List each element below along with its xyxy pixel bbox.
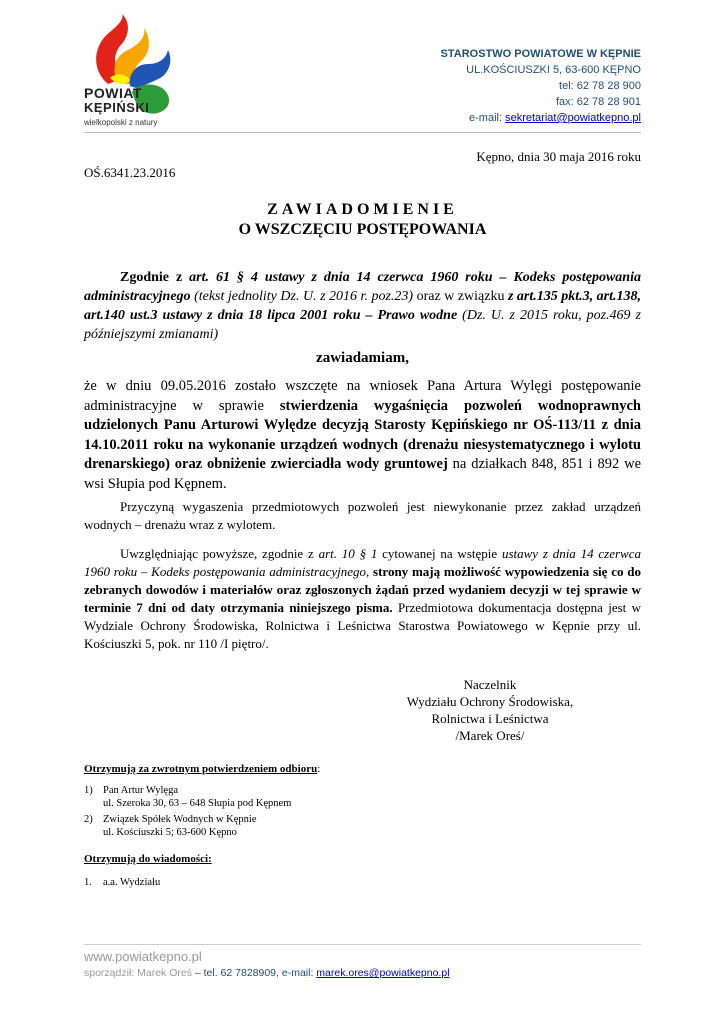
recipient-address: ul. Kościuszki 5; 63-600 Kępno (103, 827, 237, 838)
list-item-number: 2) (84, 814, 93, 825)
reference-number: OŚ.6341.23.2016 (84, 165, 176, 180)
p2-c: na działkach 848, 851 i 892 we wsi Słupia pod Kępnem. (84, 456, 641, 492)
logo-tagline: wielkopolski z natury (84, 118, 158, 127)
footer-prepared-by: sporządził: Marek Oreś (84, 967, 192, 979)
p4-c: cytowanej na wstępie (377, 546, 502, 561)
institution-name: STAROSTWO POWIATOWE W KĘPNIE (440, 48, 641, 60)
paragraph-reason: Przyczyną wygaszenia przedmiotowych pozwoleń jest niewykonanie przez zakład urządzeń wodnych – drenażu wraz z wylotem. (84, 499, 641, 532)
list-item-text (103, 813, 257, 839)
footer-tel: – tel. 62 7828909, e-mail: (191, 967, 317, 979)
p1-a: Zgodnie z (120, 270, 190, 285)
p1-c: (tekst jednolity Dz. U. z 2016 r. poz.23) (190, 289, 414, 304)
logo-text-kepinski: KĘPIŃSKI (84, 100, 150, 115)
footer-divider (84, 944, 641, 945)
p1-b: art. 61 § 4 ustawy z dnia 14 czerwca 1960 roku – Kodeks postępowania administracyjnego (84, 270, 641, 304)
recipients-ack-heading (84, 762, 641, 776)
institution-address: UL.KOŚCIUSZKI 5, 63-600 KĘPNO (466, 64, 641, 76)
signature-block (390, 676, 590, 744)
letterhead (441, 46, 641, 126)
institution-tel: tel: 62 78 28 900 (559, 80, 641, 92)
title-line2: O WSZCZĘCIU POSTĘPOWANIA (238, 221, 487, 238)
recipients-ack-colon: : (317, 763, 321, 775)
signature-line3: Rolnictwa i Leśnictwa (431, 711, 549, 726)
powiat-kepinski-logo (80, 14, 192, 132)
recipient-address: ul. Szeroka 30, 63 – 648 Słupia pod Kępnem (103, 798, 292, 809)
p4-e: strony mają możliwość wypowiedzenia się co do zebranych dowodów i materiałów oraz zgłoszonych żądań przed wydaniem decyzji w tej sprawie w terminie 7 dni od daty otrzymania niniejszego pisma. (84, 564, 641, 615)
institution-email-link[interactable]: sekretariat@powiatkepno.pl (505, 112, 641, 124)
list-item-number: 1. (84, 877, 92, 888)
title-line1: ZAWIADOMIENIE (267, 201, 458, 218)
document-date: Kępno, dnia 30 maja 2016 roku (476, 149, 641, 164)
header-divider (84, 132, 641, 133)
p2-b: stwierdzenia wygaśnięcia pozwoleń wodnoprawnych udzielonych Panu Arturowi Wylędze decyzją Starosty Kępińskiego nr OŚ-113/11 z dnia 14.10.2011 roku na wykonanie urządzeń wodnych (drenażu niesystematycznego i wylotu drenarskiego) oraz obniżenie zwierciadła wody gruntowej (84, 397, 641, 472)
recipients-info-heading: Otrzymują do wiadomości: (84, 853, 212, 865)
p2-a: że w dniu 09.05.2016 zostało wszczęte na wniosek Pana Artura Wylęgi postępowanie administracyjne w sprawie (84, 378, 641, 414)
institution-fax: fax: 62 78 28 901 (555, 96, 641, 108)
paragraph-legal-basis (84, 268, 641, 344)
email-label: e-mail: (469, 112, 506, 124)
recipients-ack-heading-text: Otrzymują za zwrotnym potwierdzeniem odbioru (84, 763, 318, 775)
p4-d: ustawy z dnia 14 czerwca 1960 roku – Kodeks postępowania administracyjnego, (84, 546, 641, 579)
p4-f: Przedmiotowa dokumentacja dostępna jest w Wydziale Ochrony Środowiska, Rolnictwa i Leśnictwa Starostwa Powiatowego w Kępnie przy ul. Kościuszki 5, pok. nr 110 /I piętro/. (84, 600, 641, 651)
signature-line1: Naczelnik (463, 677, 517, 692)
recipient-name: Związek Spółek Wodnych w Kępnie (103, 814, 257, 825)
paragraph-notice (84, 377, 641, 494)
p1-d: oraz w związku (413, 289, 508, 304)
p1-f: (Dz. U. z 2015 roku, poz.469 z późniejszymi zmianami) (84, 308, 641, 342)
p1-e: z art.135 pkt.3, art.138, art.140 ust.3 ustawy z dnia 18 lipca 2001 roku – Prawo wodne (84, 289, 642, 323)
list-item-text (103, 784, 291, 810)
recipient-name: Pan Artur Wylęga (103, 785, 178, 796)
document-title (84, 200, 641, 240)
signature-line4: /Marek Oreś/ (455, 728, 525, 743)
signature-line2: Wydziału Ochrony Środowiska, (406, 694, 574, 709)
p4-b: art. 10 § 1 (318, 546, 378, 561)
paragraph-rights (84, 545, 641, 653)
footer-website: www.powiatkepno.pl (84, 949, 202, 964)
list-item-text: a.a. Wydziału (103, 877, 161, 888)
footer-contact (84, 967, 450, 979)
zawiadamiam-heading: zawiadamiam, (316, 350, 409, 366)
p4-a: Uwzględniając powyższe, zgodnie z (120, 546, 319, 561)
institution-email-line (441, 110, 641, 126)
logo-text-powiat: POWIAT (84, 85, 142, 101)
list-item-number: 1) (84, 785, 93, 796)
footer-email-link[interactable]: marek.ores@powiatkepno.pl (316, 967, 450, 979)
